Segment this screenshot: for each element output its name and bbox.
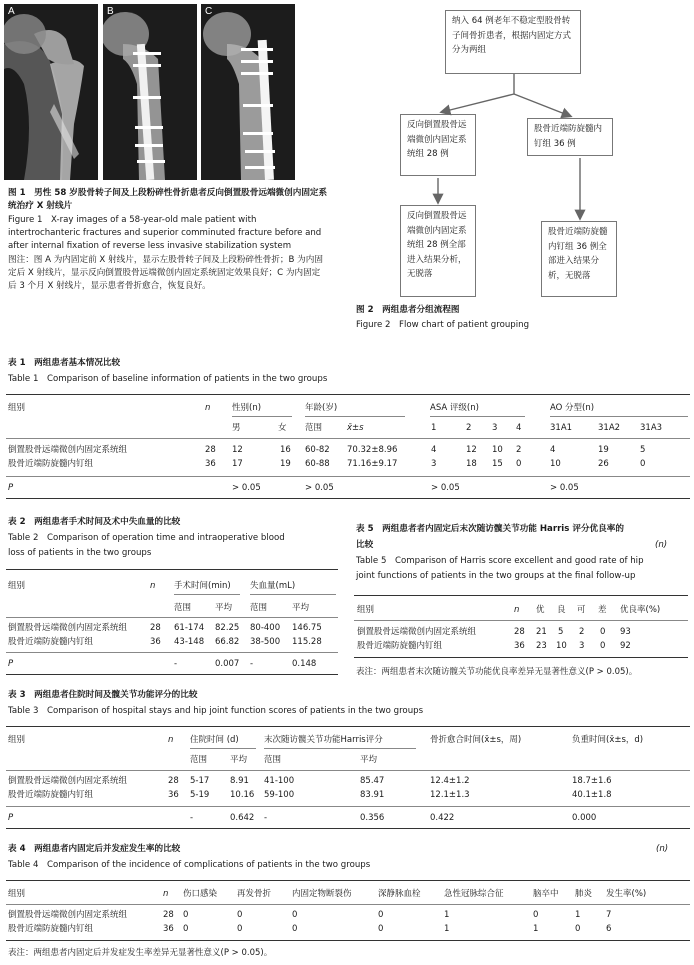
table2-p-cell: -	[250, 659, 254, 669]
table2-row-cell: 股骨近端防旋髓内钉组	[8, 637, 94, 647]
table2-row-cell: 82.25	[215, 623, 240, 633]
table3-sub: 范围	[190, 755, 208, 765]
table2-op-rule	[174, 594, 240, 595]
table4-row-cell: 0	[575, 924, 581, 934]
table5-title-cn-2: 比较	[356, 540, 374, 550]
table3-p-cell: 0.422	[430, 813, 455, 823]
table4-row-cell: 股骨近端防旋髓内钉组	[8, 924, 94, 934]
table2-title-cn: 表 2 两组患者手术时间及术中失血量的比较	[8, 517, 181, 527]
table3-title-en: Table 3 Comparison of hospital stays and hip joint function scores of patients in the two groups	[8, 706, 424, 716]
table1-row-cell: 10	[550, 459, 561, 469]
table5-row-cell: 92	[620, 641, 631, 651]
panel-label-a: A	[8, 6, 15, 17]
table1-p-cell: > 0.05	[305, 483, 334, 493]
table4-row-cell: 1	[533, 924, 539, 934]
table1-sub-female: 女	[278, 423, 287, 433]
table1-row-cell: 26	[598, 459, 609, 469]
table4-row-cell: 0	[237, 910, 243, 920]
table5-top-rule	[354, 595, 688, 596]
table3-row-cell: 59-100	[264, 790, 295, 800]
table2-row-cell: 115.28	[292, 637, 322, 647]
table4-note: 表注：两组患者内固定后并发症发生率差异无显著性意义(P > 0.05)。	[8, 948, 273, 958]
flow-arrows	[390, 70, 640, 230]
table1-mid-rule	[6, 438, 690, 439]
table1-p-cell: > 0.05	[550, 483, 579, 493]
table5-row-cell: 36	[514, 641, 525, 651]
table4-row-cell: 6	[606, 924, 612, 934]
table4-top-rule	[6, 880, 690, 881]
table2-row-cell: 倒置股骨远端微创内固定系统组	[8, 623, 128, 633]
table3-row-cell: 18.7±1.6	[572, 776, 612, 786]
table3-row-cell: 40.1±1.8	[572, 790, 612, 800]
table5-row-cell: 倒置股骨远端微创内固定系统组	[357, 627, 477, 637]
table3-row-cell: 36	[168, 790, 179, 800]
table3-bottom-rule	[6, 828, 690, 829]
table1-h-n: n	[205, 403, 211, 413]
table2-sub: 范围	[250, 603, 268, 613]
table2-row-cell: 36	[150, 637, 161, 647]
table4-row-cell: 36	[163, 924, 174, 934]
table5-header-cell: 良	[557, 605, 566, 615]
table2-p-cell: -	[174, 659, 178, 669]
table5-bottom-rule	[354, 657, 688, 658]
table4-row-cell: 倒置股骨远端微创内固定系统组	[8, 910, 128, 920]
table4-mid-rule	[6, 904, 690, 905]
table4-header-cell: n	[163, 889, 169, 899]
table3-row-cell: 41-100	[264, 776, 295, 786]
table3-row-cell: 83.91	[360, 790, 385, 800]
table3-sub: 平均	[360, 755, 378, 765]
figure1-title-en: Figure 1 X-ray images of a 58-year-old male patient with intertrochanteric fractures and superior comminuted fracture before and after internal fixation of reverse less invasive stabilization system	[8, 215, 322, 251]
table5-title-en-2: joint functions of patients in the two groups at the final follow-up	[356, 571, 636, 581]
table5-header-cell: 优良率(%)	[620, 605, 661, 615]
table2-sub: 平均	[292, 603, 310, 613]
table1-row-cell: 18	[466, 459, 477, 469]
table4-header-cell: 发生率(%)	[606, 889, 647, 899]
table2-row-cell: 28	[150, 623, 161, 633]
table1-row-cell: 倒置股骨远端微创内固定系统组	[8, 445, 128, 455]
figure1-caption	[8, 187, 328, 293]
table1-row-cell: 2	[516, 445, 522, 455]
figure2-title-cn: 图 2 两组患者分组流程图	[356, 305, 460, 315]
table1-row-cell: 0	[640, 459, 646, 469]
table3-row-cell: 85.47	[360, 776, 385, 786]
table2-p-cell: 0.007	[215, 659, 240, 669]
table3-row-cell: 12.4±1.2	[430, 776, 470, 786]
table4-row-cell: 0	[183, 924, 189, 934]
table1-sub-asa3: 3	[492, 423, 498, 433]
table3-h-group: 组别	[8, 735, 26, 745]
table4-row-cell: 1	[444, 924, 450, 934]
table4-row-cell: 0	[292, 924, 298, 934]
flow-box-left-mid: 反向倒置股骨远端微创内固定系统组 28 例	[400, 114, 476, 176]
table1-row-cell: 71.16±9.17	[347, 459, 398, 469]
table3-h-n: n	[168, 735, 174, 745]
table5-row-cell: 21	[536, 627, 547, 637]
table1-row-cell: 0	[516, 459, 522, 469]
table4-row-cell: 0	[533, 910, 539, 920]
table3-h-heal: 骨折愈合时间(x̄±s，周)	[430, 735, 522, 745]
table3-row-cell: 倒置股骨远端微创内固定系统组	[8, 776, 128, 786]
table3-sub: 范围	[264, 755, 282, 765]
table1-sub-asa2: 2	[466, 423, 472, 433]
table3-p-cell: 0.356	[360, 813, 385, 823]
table2-row-cell: 38-500	[250, 637, 281, 647]
xray-image-b	[103, 4, 197, 180]
table3-h-harris: 末次随访髋关节功能Harris评分	[264, 735, 383, 745]
table4-row-cell: 1	[444, 910, 450, 920]
table1-row-cell: 70.32±8.96	[347, 445, 398, 455]
table1-row-cell: 12	[466, 445, 477, 455]
table1-asa-rule	[430, 416, 525, 417]
table2-title-en-2: loss of patients in the two groups	[8, 548, 152, 558]
table3-mid-rule	[6, 770, 690, 771]
table1-h-asa: ASA 评级(n)	[430, 403, 479, 413]
table1-h-ao: AO 分型(n)	[550, 403, 595, 413]
xray-image-a	[4, 4, 98, 180]
table1-row-cell: 17	[232, 459, 243, 469]
table3-row-cell: 10.16	[230, 790, 255, 800]
table1-row-cell: 15	[492, 459, 503, 469]
table2-row-cell: 146.75	[292, 623, 322, 633]
table5-note: 表注：两组患者末次随访髋关节功能优良率差异无显著性意义(P > 0.05)。	[356, 667, 638, 677]
table2-h-op: 手术时间(min)	[174, 581, 231, 591]
table4-row-cell: 28	[163, 910, 174, 920]
table1-row-cell: 5	[640, 445, 646, 455]
table3-row-cell: 5-19	[190, 790, 210, 800]
table4-header-cell: 急性冠脉综合征	[444, 889, 504, 899]
panel-label-c: C	[205, 6, 213, 17]
table1-row-cell: 16	[280, 445, 291, 455]
table1-sub-asa1: 1	[431, 423, 437, 433]
table5-row-cell: 28	[514, 627, 525, 637]
table1-ao-rule	[550, 416, 688, 417]
table5-row-cell: 93	[620, 627, 631, 637]
table3-title-cn: 表 3 两组患者住院时间及髋关节功能评分的比较	[8, 690, 198, 700]
table1-row-cell: 4	[550, 445, 556, 455]
table4-row-cell: 0	[378, 910, 384, 920]
table4-row-cell: 0	[292, 910, 298, 920]
table1-row-cell: 4	[431, 445, 437, 455]
table1-top-rule	[6, 394, 690, 395]
table1-row-cell: 12	[232, 445, 243, 455]
table3-h-load: 负重时间(x̄±s，d)	[572, 735, 644, 745]
figure1-note: 图注：图 A 为内固定前 X 射线片，显示左股骨转子间及上段粉碎性骨折；B 为内固定后 X 射线片，显示反向倒置股骨远端微创内固定系统固定效果良好；C 为内固定后 3 个月 X 射线片，显示患者骨折愈合，恢复良好。	[8, 255, 323, 291]
table5-row-cell: 3	[579, 641, 585, 651]
table5-title-cn-1: 表 5 两组患者者内固定后末次随访髋关节功能 Harris 评分优良率的	[356, 524, 624, 534]
table1-sub-31a2: 31A2	[598, 423, 621, 433]
table3-stay-rule	[190, 748, 256, 749]
table2-h-blood: 失血量(mL)	[250, 581, 296, 591]
table4-header-cell: 内固定物断裂伤	[292, 889, 352, 899]
table4-title-cn: 表 4 两组患者内固定后并发症发生率的比较	[8, 844, 181, 854]
table2-bottom-rule	[6, 674, 338, 675]
table1-sub-asa4: 4	[516, 423, 522, 433]
table1-sex-rule	[232, 416, 292, 417]
table1-h-sex: 性别(n)	[232, 403, 262, 413]
table5-header-cell: 组别	[357, 605, 375, 615]
figure1-title-cn: 图 1 男性 58 岁股骨转子间及上段粉碎性骨折患者反向倒置股骨远端微创内固定系统治疗 X 射线片	[8, 188, 328, 211]
table3-row-cell: 12.1±1.3	[430, 790, 470, 800]
xray-image-c	[201, 4, 295, 180]
table5-header-cell: n	[514, 605, 520, 615]
table4-row-cell: 7	[606, 910, 612, 920]
table3-top-rule	[6, 726, 690, 727]
table1-p-rule	[6, 476, 690, 477]
table2-row-cell: 61-174	[174, 623, 205, 633]
table1-bottom-rule	[6, 498, 690, 499]
table4-unit: (n)	[656, 844, 669, 854]
table5-row-cell: 股骨近端防旋髓内钉组	[357, 641, 443, 651]
table2-blood-rule	[250, 594, 336, 595]
table1-sub-31a1: 31A1	[550, 423, 573, 433]
table3-h-stay: 住院时间 (d)	[190, 735, 239, 745]
table1-h-group: 组别	[8, 403, 26, 413]
table1-title-cn: 表 1 两组患者基本情况比较	[8, 358, 121, 368]
table1-p-cell: > 0.05	[232, 483, 261, 493]
table3-row-cell: 28	[168, 776, 179, 786]
table5-row-cell: 10	[556, 641, 567, 651]
table1-h-age: 年龄(岁)	[305, 403, 338, 413]
table2-row-cell: 43-148	[174, 637, 205, 647]
table2-p-rule	[6, 652, 338, 653]
table2-top-rule	[6, 569, 338, 570]
table5-header-cell: 可	[577, 605, 586, 615]
table2-h-group: 组别	[8, 581, 26, 591]
table5-row-cell: 2	[579, 627, 585, 637]
table2-mid-rule	[6, 617, 338, 618]
flow-box-right-mid: 股骨近端防旋髓内钉组 36 例	[527, 118, 613, 156]
table1-row-cell: 3	[431, 459, 437, 469]
table1-title-en: Table 1 Comparison of baseline information of patients in the two groups	[8, 374, 328, 384]
figure2-caption	[356, 304, 529, 332]
table1-row-cell: 28	[205, 445, 216, 455]
table2-h-n: n	[150, 581, 156, 591]
table1-row-cell: 10	[492, 445, 503, 455]
table4-header-cell: 深静脉血栓	[378, 889, 421, 899]
table1-sub-mean: x̄±s	[347, 423, 364, 433]
table1-row-cell: 60-88	[305, 459, 330, 469]
flow-box-top: 纳入 64 例老年不稳定型股骨转子间骨折患者，根据内固定方式分为两组	[445, 10, 581, 74]
xray-panel-a	[4, 4, 98, 180]
table4-row-cell: 0	[237, 924, 243, 934]
table5-row-cell: 23	[536, 641, 547, 651]
table3-sub: 平均	[230, 755, 248, 765]
table5-unit: (n)	[655, 540, 668, 550]
table4-row-cell: 1	[575, 910, 581, 920]
table2-sub: 范围	[174, 603, 192, 613]
table5-title-en-1: Table 5 Comparison of Harris score excellent and good rate of hip	[356, 556, 644, 566]
table4-header-cell: 组别	[8, 889, 26, 899]
table5-row-cell: 5	[558, 627, 564, 637]
table1-row-cell: 19	[280, 459, 291, 469]
table3-row-cell: 5-17	[190, 776, 210, 786]
table3-p-label: P	[8, 813, 14, 823]
table2-sub: 平均	[215, 603, 233, 613]
table4-row-cell: 0	[183, 910, 189, 920]
panel-label-b: B	[107, 6, 114, 17]
table3-p-rule	[6, 806, 690, 807]
table1-age-rule	[305, 416, 405, 417]
table3-harris-rule	[264, 748, 416, 749]
table2-row-cell: 80-400	[250, 623, 281, 633]
table4-row-cell: 0	[378, 924, 384, 934]
xray-panel-c	[201, 4, 295, 180]
table2-p-label: P	[8, 659, 14, 669]
figure2-title-en: Figure 2 Flow chart of patient grouping	[356, 320, 530, 330]
table4-bottom-rule	[6, 940, 690, 941]
flow-box-left-bottom: 反向倒置股骨远端微创内固定系统组 28 例全部进入结果分析，无脱落	[400, 205, 476, 297]
table1-row-cell: 36	[205, 459, 216, 469]
table1-p-cell: > 0.05	[431, 483, 460, 493]
table4-title-en: Table 4 Comparison of the incidence of complications of patients in the two groups	[8, 860, 371, 870]
flow-box-right-bottom: 股骨近端防旋髓内钉组 36 例全部进入结果分析，无脱落	[541, 221, 617, 297]
table3-p-cell: -	[190, 813, 194, 823]
table5-header-cell: 差	[598, 605, 607, 615]
table5-row-cell: 0	[600, 627, 606, 637]
table1-row-cell: 60-82	[305, 445, 330, 455]
table3-p-cell: -	[264, 813, 268, 823]
table4-header-cell: 脑卒中	[533, 889, 559, 899]
table4-header-cell: 再发骨折	[237, 889, 272, 899]
table4-header-cell: 伤口感染	[183, 889, 218, 899]
table2-row-cell: 66.82	[215, 637, 240, 647]
table3-row-cell: 8.91	[230, 776, 249, 786]
table1-sub-31a3: 31A3	[640, 423, 663, 433]
table5-mid-rule	[354, 620, 688, 621]
table3-p-cell: 0.000	[572, 813, 597, 823]
table1-row-cell: 股骨近端防旋髓内钉组	[8, 459, 94, 469]
table3-p-cell: 0.642	[230, 813, 255, 823]
table1-row-cell: 19	[598, 445, 609, 455]
table5-row-cell: 0	[600, 641, 606, 651]
table2-p-cell: 0.148	[292, 659, 317, 669]
table1-p-label: P	[8, 483, 14, 493]
xray-panel-b	[103, 4, 197, 180]
table4-header-cell: 肺炎	[575, 889, 593, 899]
table5-header-cell: 优	[536, 605, 545, 615]
table2-title-en-1: Table 2 Comparison of operation time and intraoperative blood	[8, 533, 285, 543]
table3-row-cell: 股骨近端防旋髓内钉组	[8, 790, 94, 800]
table1-sub-range: 范围	[305, 423, 323, 433]
table1-sub-male: 男	[232, 423, 241, 433]
